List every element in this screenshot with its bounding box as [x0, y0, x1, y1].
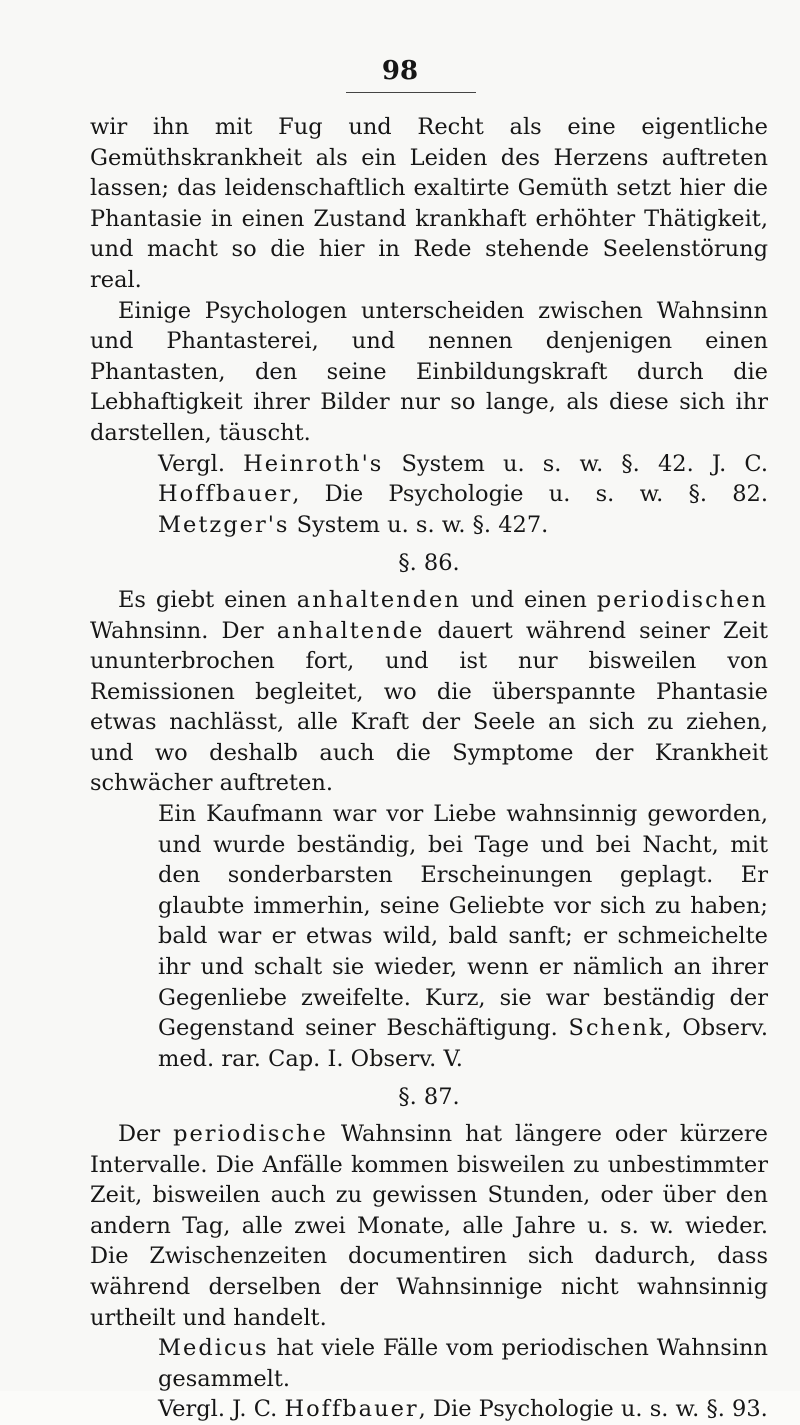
- paragraph-merchant-case: [90, 799, 768, 1074]
- author-name: Hoffbauer: [284, 1396, 419, 1423]
- body-text: [90, 112, 768, 1425]
- paragraph-continuous-periodic: [90, 585, 768, 799]
- para-text: und einen: [460, 586, 597, 613]
- para-text: dauert während seiner Zeit ununterbrochen fort, und ist nur bisweilen von Remissionen begleitet, wo die überspannte Phantasie etwas nachlässt, alle Kraft der Seele an sich zu ziehen, und wo deshalb auch die Symptome der Krankheit schwächer auftreten.: [90, 617, 769, 797]
- paragraph-periodic: [90, 1119, 768, 1333]
- paragraph-medicus: [90, 1333, 768, 1394]
- emphasis: periodischen: [596, 586, 768, 613]
- para-text: Der: [118, 1121, 174, 1147]
- author-name: Heinroth's: [243, 450, 384, 477]
- author-name: Schenk: [568, 1015, 665, 1042]
- ref-text: Vergl.: [158, 450, 244, 477]
- para-text: Ein Kaufmann war vor Liebe wahnsinnig geworden, und wurde beständig, bei Tage und bei Nacht, mit den sonderbarsten Erscheinungen geplagt. Er glaubte immerhin, seine Geliebte vor sich zu haben; bald war er etwas wild, bald sanft; er schmeichelte ihr und schalt sie wieder, wenn er nämlich an ihrer Gegenliebe zweifelte. Kurz, sie war beständig der Gegenstand seiner Beschäftigung.: [158, 801, 768, 1042]
- emphasis: anhaltende: [276, 617, 425, 644]
- paragraph-psychologists: Einige Psychologen unterscheiden zwischen Wahnsinn und Phantasterei, und nennen denjenigen einen Phantasten, den seine Einbildungskraft durch die Lebhaftigkeit ihrer Bilder nur so lange, als diese sich ihr darstellen, täuscht.: [90, 297, 768, 446]
- para-text: hat viele Fälle vom periodischen Wahnsinn gesammelt.: [158, 1335, 768, 1392]
- reference-heinroth: [90, 449, 768, 541]
- ref-text: System u. s. w. §. 427.: [289, 511, 549, 538]
- para-text: Wahnsinn. Der: [90, 617, 277, 644]
- paragraph-continuation: wir ihn mit Fug und Recht als eine eigentliche Gemüthskrankheit als ein Leiden des Herzens auftreten lassen; das leidenschaftlich exaltirte Gemüth setzt hier die Phantasie in einen Zustand krankhaft erhöhter Thätigkeit, und macht so die hier in Rede stehende Seelenstörung real.: [90, 114, 768, 293]
- section-heading-87: §. 87.: [398, 1084, 460, 1111]
- para-text: Wahnsinn hat längere oder kürzere Intervalle. Die Anfälle kommen bisweilen zu unbestimmter Zeit, bisweilen auch zu gewissen Stunden, oder über den andern Tag, alle zwei Monate, alle Jahre u. s. w. wieder. Die Zwischenzeiten documentiren sich dadurch, dass während derselben der Wahnsinnige nicht wahnsinnig urtheilt und handelt.: [90, 1121, 768, 1331]
- page-number: 98: [381, 56, 419, 86]
- section-heading-86: §. 86.: [398, 550, 460, 577]
- para-text: Es giebt einen: [118, 586, 297, 613]
- author-name: Medicus: [158, 1335, 269, 1362]
- header-rule: [346, 92, 476, 93]
- ref-text: , Die Psychologie u. s. w. §. 93.: [418, 1396, 768, 1423]
- emphasis: anhaltenden: [296, 586, 461, 613]
- author-name: Hoffbauer: [158, 481, 293, 508]
- reference-hoffbauer: [90, 1394, 768, 1425]
- emphasis: periodische: [173, 1121, 328, 1147]
- ref-text: System u. s. w. §. 42. J. C.: [383, 450, 768, 477]
- ref-text: , Die Psychologie u. s. w. §. 82.: [292, 481, 768, 508]
- author-name: Metzger's: [158, 511, 290, 538]
- para-text: , Observ. med. rar. Cap. I. Observ. V.: [158, 1015, 768, 1072]
- ref-text: Vergl. J. C.: [158, 1396, 285, 1423]
